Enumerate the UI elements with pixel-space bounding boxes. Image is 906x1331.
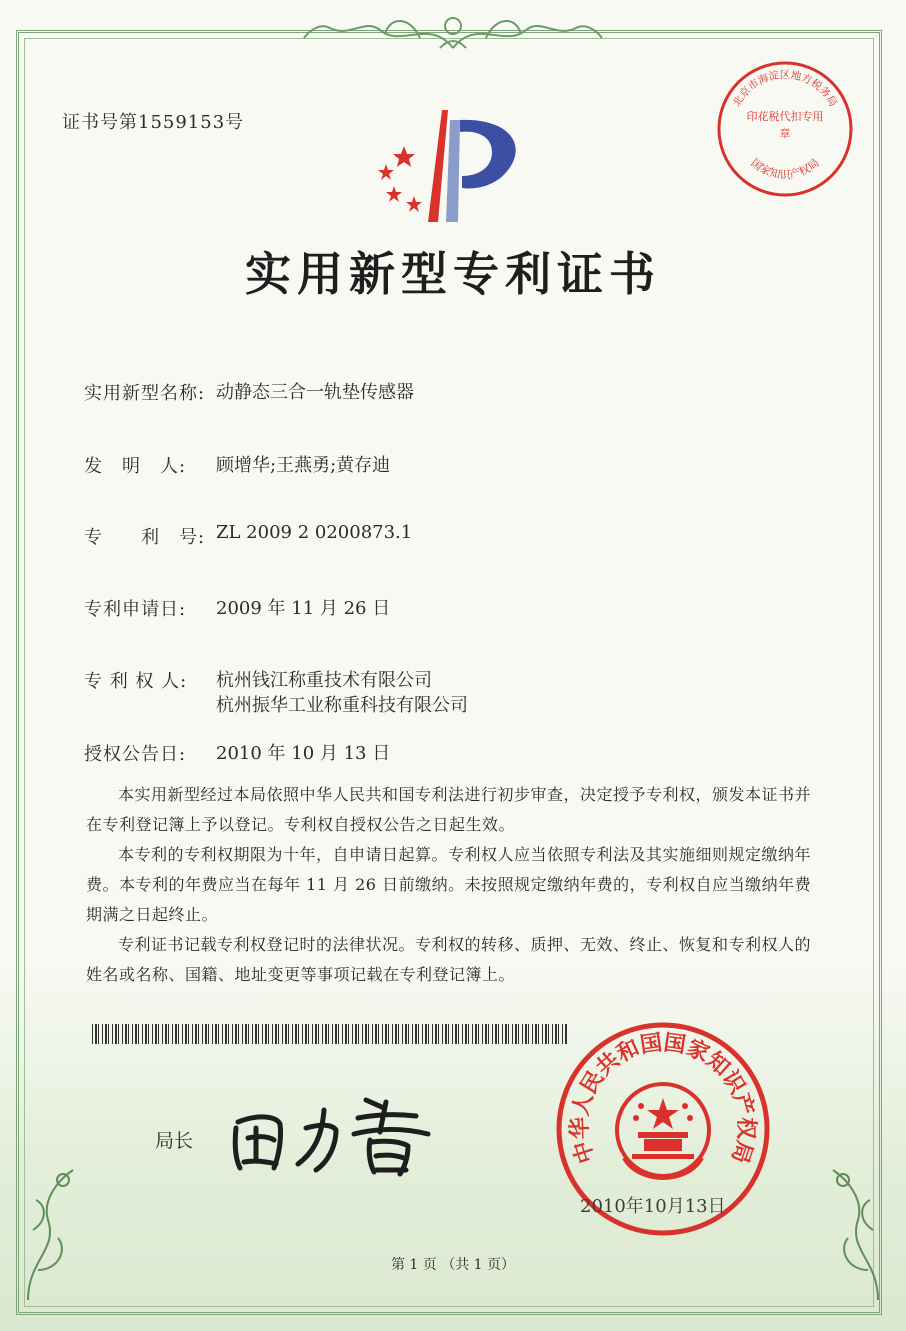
tax-stamp-bottom-text: 国家知识产权局 — [748, 156, 822, 182]
national-emblem-icon — [617, 1084, 709, 1178]
announcement-date: 2010 年 10 月 13 日 — [216, 743, 391, 764]
patent-number: ZL 2009 2 0200873.1 — [216, 522, 413, 543]
certificate-number: 证书号第1559153号 — [62, 112, 245, 133]
top-ornament — [300, 8, 606, 56]
bottom-left-ornament — [18, 1150, 88, 1310]
certificate-body — [86, 780, 822, 990]
patentee-2: 杭州振华工业称重科技有限公司 — [216, 695, 468, 716]
tax-stamp-top-text: 北京市海淀区地方税务局 — [730, 69, 840, 109]
body-paragraph: 专利证书记载专利权登记时的法律状况。专利权的转移、质押、无效、终止、恢复和专利权人的姓名或名称、国籍、地址变更等事项记载在专利登记簿上。 — [86, 935, 812, 984]
utility-model-name-label: 实用新型名称: — [84, 383, 206, 404]
patentee-1: 杭州钱江称重技术有限公司 — [216, 670, 432, 691]
utility-model-name: 动静态三合一轨垫传感器 — [216, 382, 414, 403]
patent-office-logo — [368, 104, 528, 224]
patent-number-label: 专 利 号: — [84, 527, 206, 548]
director-signature — [228, 1088, 438, 1178]
inventor-label: 发 明 人: — [84, 456, 187, 477]
body-paragraph: 本实用新型经过本局依照中华人民共和国专利法进行初步审查，决定授予专利权，颁发本证书并在专利登记簿上予以登记。专利权自授权公告之日起生效。 — [86, 785, 812, 834]
director-label: 局长 — [155, 1130, 194, 1152]
barcode — [92, 1024, 568, 1044]
body-paragraph: 本专利的专利权期限为十年，自申请日起算。专利权人应当依照专利法及其实施细则规定缴纳年费。本专利的年费应当在每年 11 月 26 日前缴纳。未按照规定缴纳年费的，专利权自应当缴纳年费期满之日起终止。 — [86, 845, 812, 924]
patentee-label: 专 利 权 人: — [84, 671, 188, 692]
certificate-title: 实用新型专利证书 — [245, 247, 661, 301]
tax-stamp — [714, 58, 856, 200]
seal-date: 2010年10月13日 — [580, 1196, 726, 1217]
inventor-names: 顾增华;王燕勇;黄存迪 — [216, 455, 391, 476]
filing-date-label: 专利申请日: — [84, 599, 187, 620]
page-number: 第 1 页 （共 1 页） — [390, 1257, 516, 1273]
filing-date: 2009 年 11 月 26 日 — [216, 598, 391, 619]
bottom-right-ornament — [818, 1150, 888, 1310]
tax-stamp-middle-text: 印花税代扣专用章 — [746, 110, 824, 140]
announcement-date-label: 授权公告日: — [84, 744, 187, 765]
seal-text: 中华人民共和国国家知识产权局 — [566, 1029, 760, 1167]
